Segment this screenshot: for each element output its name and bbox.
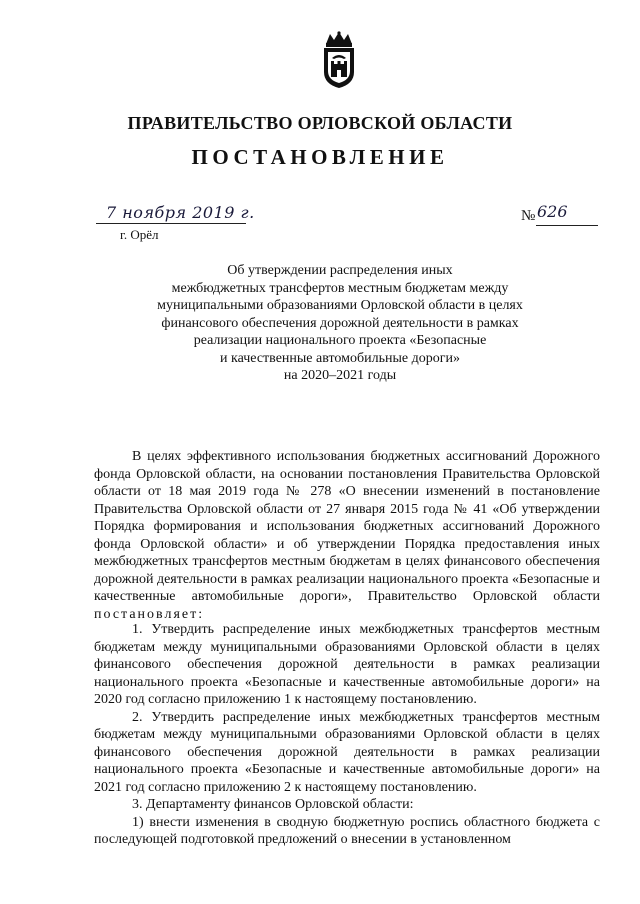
subject-line: реализации национального проекта «Безопасные bbox=[193, 333, 487, 348]
resolution-items bbox=[94, 621, 600, 849]
subject-line: межбюджетных трансфертов местным бюджетам между bbox=[171, 280, 509, 296]
resolution-item: 3. Департаменту финансов Орловской области: bbox=[132, 797, 414, 812]
subject-line: Об утверждении распределения иных bbox=[227, 263, 453, 278]
date-underline bbox=[96, 223, 246, 224]
government-title: ПРАВИТЕЛЬСТВО ОРЛОВСКОЙ ОБЛАСТИ bbox=[127, 113, 513, 133]
coat-of-arms-icon bbox=[318, 30, 360, 90]
resolution-item: 1. Утвердить распределение иных межбюджетных трансфертов местным бюджетам между муниципальными образованиями Орловской области в целях финансового обеспечения дорожной деятельности в рамках реализации национального проекта «Безопасные и качественные автомобильные дороги» на 2020 год согласно приложению 1 к настоящему постановлению. bbox=[94, 622, 600, 707]
number-handwritten: 626 bbox=[537, 202, 568, 221]
city-label: г. Орёл bbox=[120, 227, 159, 242]
subject-line: и качественные автомобильные дороги» bbox=[220, 350, 460, 366]
number-underline bbox=[536, 225, 598, 226]
subject-line: на 2020–2021 годы bbox=[283, 368, 397, 383]
subject-block bbox=[120, 262, 560, 385]
number-label: № bbox=[521, 208, 536, 224]
date-handwritten: 7 ноября 2019 г. bbox=[106, 203, 255, 222]
document-type: ПОСТАНОВЛЕНИЕ bbox=[191, 145, 449, 169]
preamble-paragraph bbox=[94, 448, 600, 623]
preamble-text: В целях эффективного использования бюджетных ассигнований Дорожного фонда Орловской области, на основании постановления Правительства Орловской области от 18 мая 2019 года № 278 «О внесении изменений в постановление Правительства Орловской области от 27 января 2015 года № 41 «Об утверждении Порядка формирования и использования бюджетных ассигнований Дорожного фонда Орловской области» и об утверждении Порядка предоставления иных межбюджетных трансфертов местным бюджетам в целях финансового обеспечения дорожной деятельности в рамках реализации национального проекта «Безопасные и качественные автомобильные дороги», Правительство Орловской области bbox=[94, 449, 600, 604]
resolution-item: 2. Утвердить распределение иных межбюджетных трансфертов местным бюджетам между муниципальными образованиями Орловской области в целях финансового обеспечения дорожной деятельности в рамках реализации национального проекта «Безопасные и качественные автомобильные дороги» на 2021 год согласно приложению 2 к настоящему постановлению. bbox=[94, 709, 600, 795]
resolve-word: постановляет: bbox=[94, 606, 205, 622]
subject-line: финансового обеспечения дорожной деятельности в рамках bbox=[161, 315, 519, 331]
resolution-item: 1) внести изменения в сводную бюджетную роспись областного бюджета с последующей подготовкой предложений о внесении в установленном bbox=[94, 814, 600, 847]
subject-line: муниципальными образованиями Орловской области в целях bbox=[157, 298, 523, 313]
